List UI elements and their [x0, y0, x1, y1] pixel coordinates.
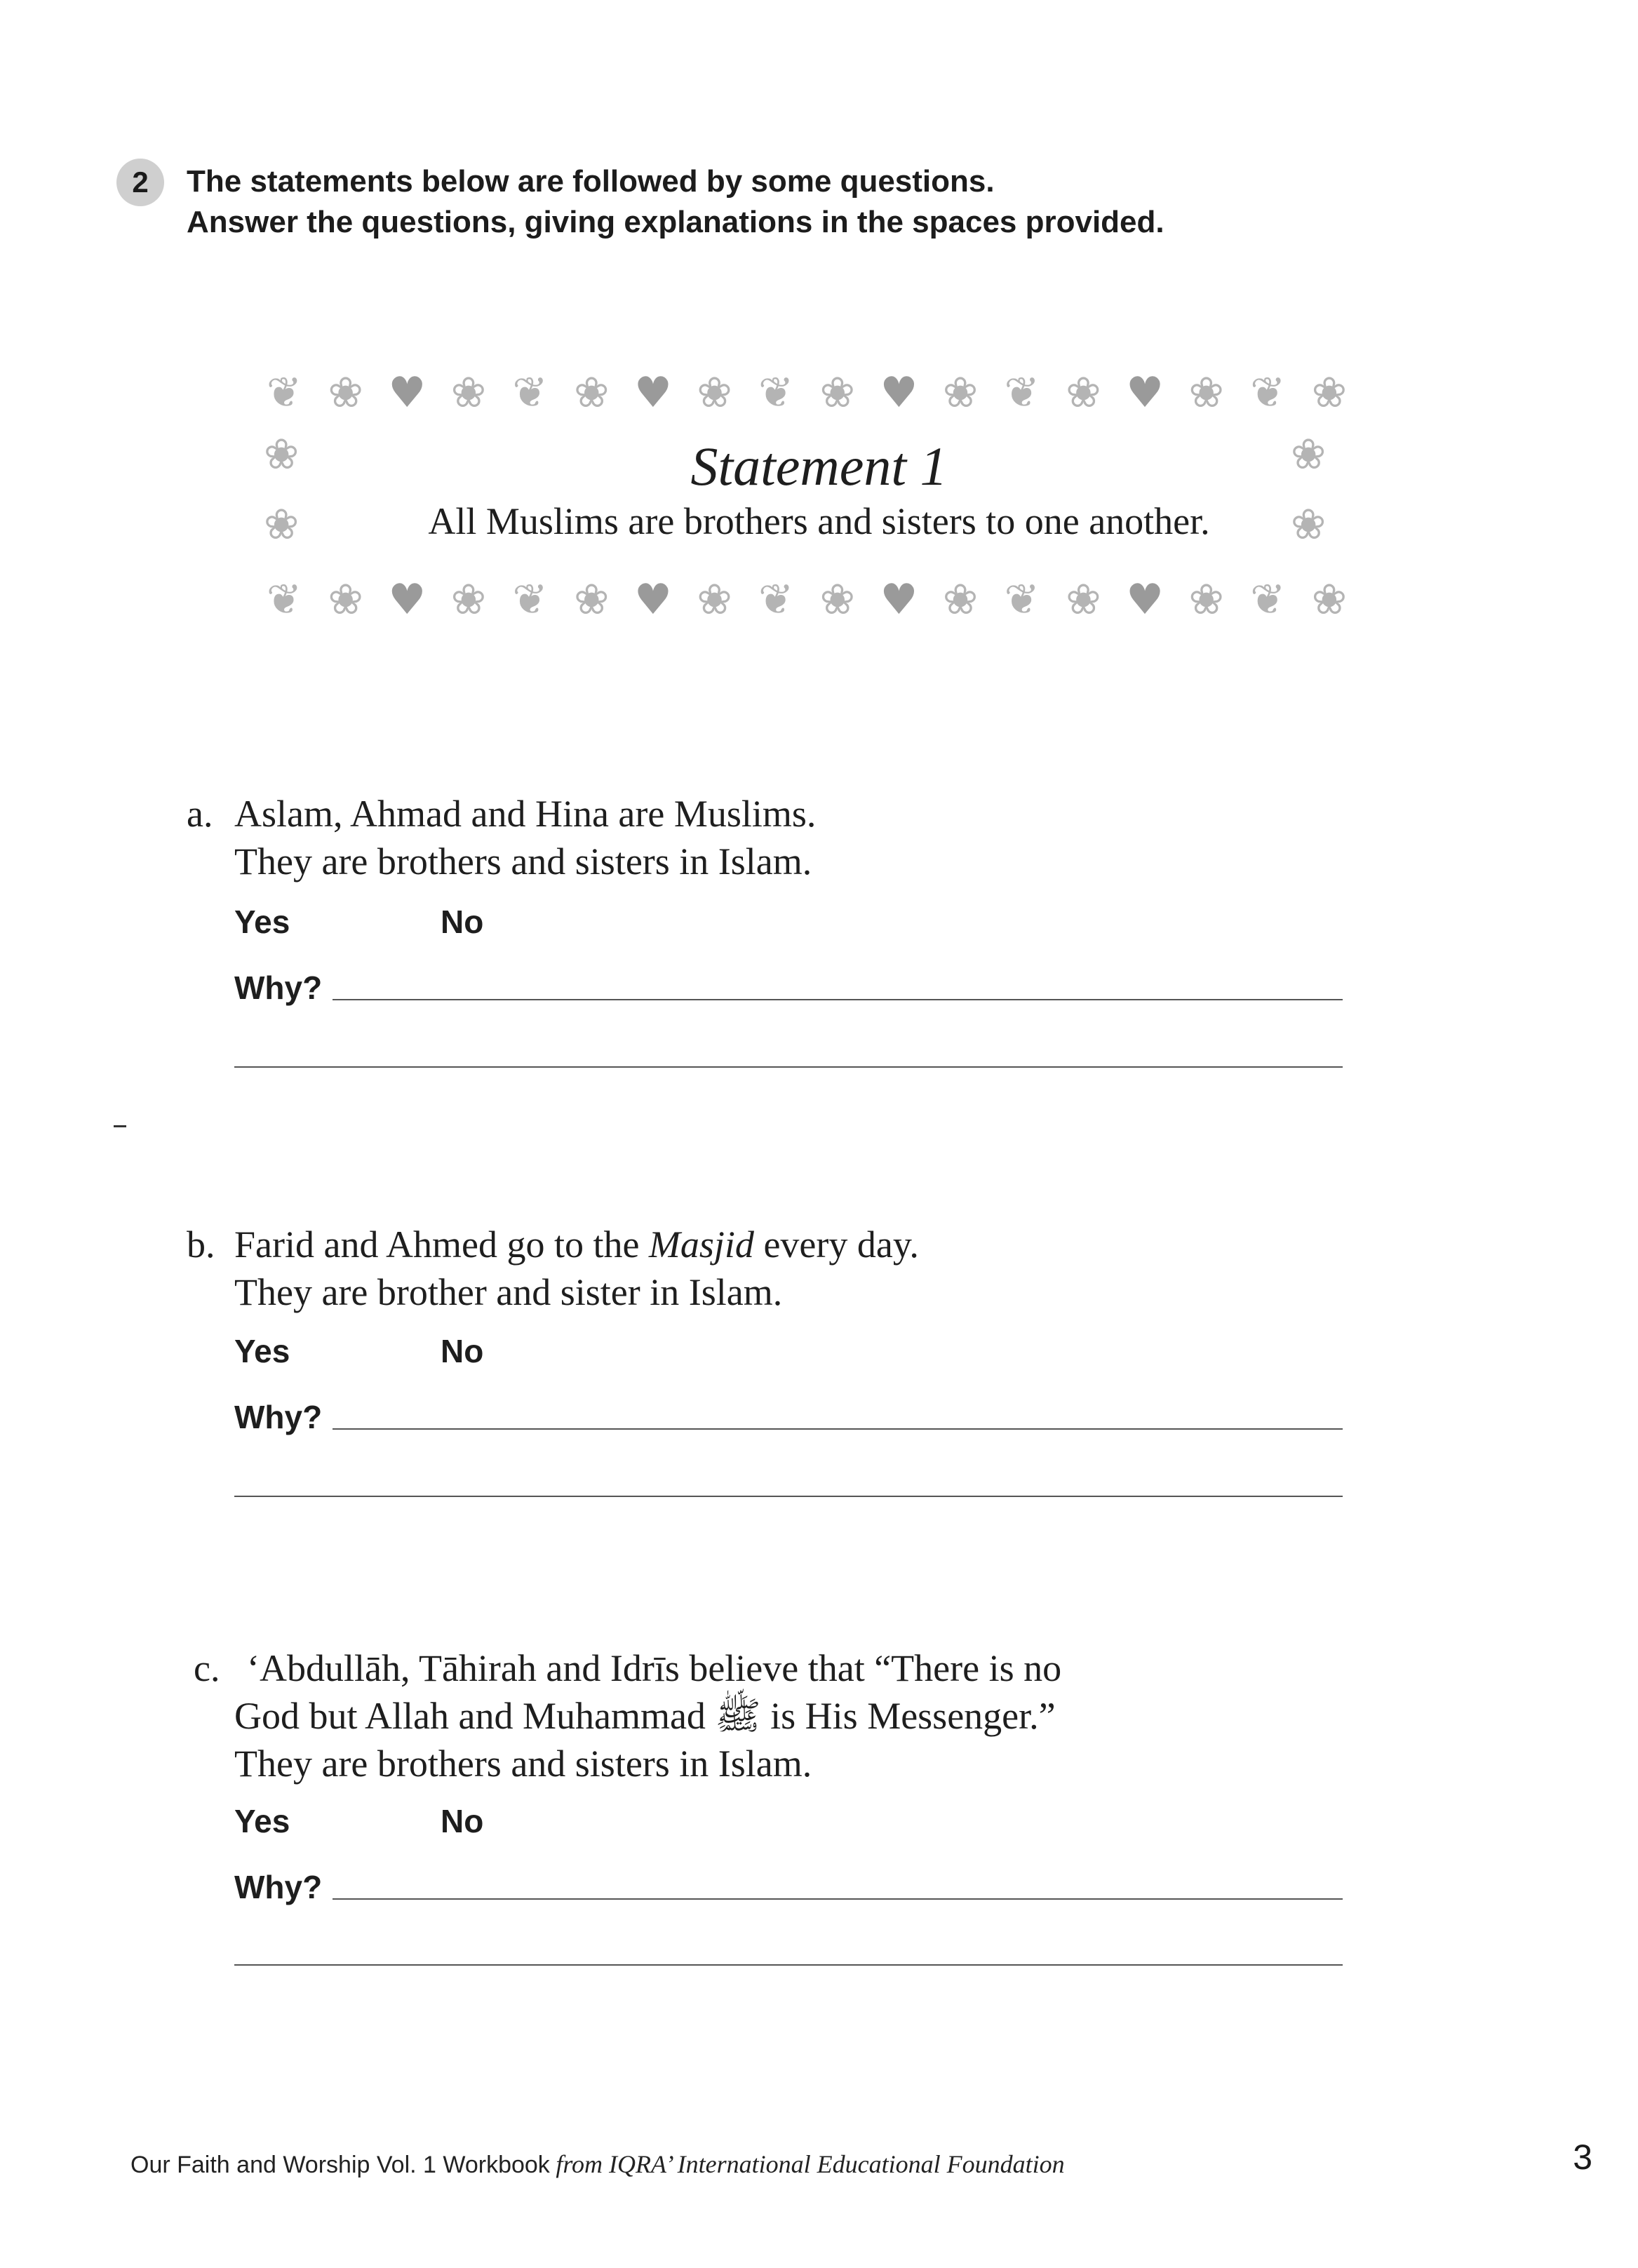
- question-b-why-label: Why?: [234, 1399, 323, 1435]
- question-b-answer-line-1[interactable]: [333, 1428, 1343, 1430]
- page-number: 3: [1573, 2138, 1592, 2177]
- question-a-no-option[interactable]: No: [441, 904, 484, 940]
- heart-ornament-icon: ♥: [1126, 368, 1164, 417]
- question-a-letter: a.: [187, 793, 213, 835]
- heart-ornament-icon: ♥: [880, 575, 918, 624]
- heart-ornament-icon: ♥: [388, 575, 427, 624]
- flower-ornament-icon: ❀: [1311, 368, 1348, 417]
- flower-ornament-icon: ❀: [574, 368, 610, 417]
- question-c-line-2: God but Allah and Muhammad ﷺ is His Messenger.”: [234, 1695, 1056, 1737]
- question-b-no-option[interactable]: No: [441, 1333, 484, 1369]
- heart-ornament-icon: ♥: [880, 368, 918, 417]
- leaf-ornament-icon: ❦: [266, 575, 302, 624]
- question-a-line-2: They are brothers and sisters in Islam.: [234, 840, 812, 883]
- footer-credit: [130, 2149, 1065, 2179]
- margin-mark: [114, 1125, 126, 1127]
- flower-ornament-icon: ❀: [819, 368, 855, 417]
- question-b-line-1-start: Farid and Ahmed go to the: [234, 1223, 649, 1266]
- flower-ornament-icon: ❀: [264, 500, 300, 549]
- leaf-ornament-icon: ❦: [512, 575, 548, 624]
- flower-ornament-icon: ❀: [1311, 575, 1348, 624]
- heart-ornament-icon: ♥: [633, 368, 672, 417]
- heart-ornament-icon: ♥: [633, 575, 672, 624]
- question-b-line-1-end: every day.: [753, 1223, 919, 1266]
- leaf-ornament-icon: ❦: [1004, 368, 1040, 417]
- question-a-answer-line-2[interactable]: [234, 1066, 1343, 1068]
- question-b-line-2: They are brother and sister in Islam.: [234, 1271, 783, 1313]
- flower-ornament-icon: ❀: [574, 575, 610, 624]
- question-c-line-3: They are brothers and sisters in Islam.: [234, 1743, 812, 1785]
- question-c-line-1: ‘Abdullāh, Tāhirah and Idrīs believe that “There is no: [247, 1647, 1062, 1689]
- flower-ornament-icon: ❀: [264, 430, 300, 479]
- question-a-why-label: Why?: [234, 969, 323, 1006]
- leaf-ornament-icon: ❦: [1250, 368, 1286, 417]
- flower-ornament-icon: ❀: [1188, 575, 1224, 624]
- flower-ornament-icon: ❀: [450, 368, 487, 417]
- question-c-why-label: Why?: [234, 1869, 323, 1905]
- question-c-yes-option[interactable]: Yes: [234, 1803, 290, 1839]
- footer-book-title: Our Faith and Worship Vol. 1 Workbook: [130, 2152, 550, 2178]
- ornament-border-bottom: [260, 572, 1354, 628]
- leaf-ornament-icon: ❦: [512, 368, 548, 417]
- question-b-answer-line-2[interactable]: [234, 1496, 1343, 1497]
- leaf-ornament-icon: ❦: [758, 575, 794, 624]
- heart-ornament-icon: ♥: [1126, 575, 1164, 624]
- flower-ornament-icon: ❀: [328, 575, 363, 624]
- flower-ornament-icon: ❀: [819, 575, 855, 624]
- exercise-number-badge: 2: [116, 159, 164, 206]
- statement-title: Statement 1: [690, 436, 948, 497]
- heart-ornament-icon: ♥: [388, 368, 427, 417]
- flower-ornament-icon: ❀: [697, 575, 732, 624]
- instruction-line-1: The statements below are followed by some questions.: [187, 164, 995, 199]
- instruction-line-2: Answer the questions, giving explanations in the spaces provided.: [187, 205, 1164, 239]
- leaf-ornament-icon: ❦: [758, 368, 794, 417]
- flower-ornament-icon: ❀: [1066, 575, 1101, 624]
- footer-publisher: from IQRA’ International Educational Foundation: [556, 2150, 1065, 2178]
- leaf-ornament-icon: ❦: [266, 368, 302, 417]
- question-c-no-option[interactable]: No: [441, 1803, 484, 1839]
- question-c-letter: c.: [194, 1647, 220, 1689]
- question-a-yes-option[interactable]: Yes: [234, 904, 290, 940]
- leaf-ornament-icon: ❦: [1004, 575, 1040, 624]
- flower-ornament-icon: ❀: [328, 368, 363, 417]
- question-b-yes-option[interactable]: Yes: [234, 1333, 290, 1369]
- question-a-line-1: Aslam, Ahmad and Hina are Muslims.: [234, 793, 817, 835]
- flower-ornament-icon: ❀: [942, 575, 979, 624]
- flower-ornament-icon: ❀: [1291, 430, 1327, 479]
- flower-ornament-icon: ❀: [1291, 500, 1327, 549]
- question-b-letter: b.: [187, 1223, 215, 1266]
- flower-ornament-icon: ❀: [1188, 368, 1224, 417]
- question-c-answer-line-2[interactable]: [234, 1964, 1343, 1966]
- flower-ornament-icon: ❀: [942, 368, 979, 417]
- ornament-border-top: [260, 365, 1354, 421]
- masjid-term: Masjid: [648, 1223, 754, 1266]
- flower-ornament-icon: ❀: [450, 575, 487, 624]
- flower-ornament-icon: ❀: [1066, 368, 1101, 417]
- flower-ornament-icon: ❀: [697, 368, 732, 417]
- question-b-line-1: [234, 1221, 919, 1268]
- statement-text: All Muslims are brothers and sisters to one another.: [428, 500, 1210, 542]
- question-c-answer-line-1[interactable]: [333, 1898, 1343, 1900]
- question-a-answer-line-1[interactable]: [333, 999, 1343, 1000]
- leaf-ornament-icon: ❦: [1250, 575, 1286, 624]
